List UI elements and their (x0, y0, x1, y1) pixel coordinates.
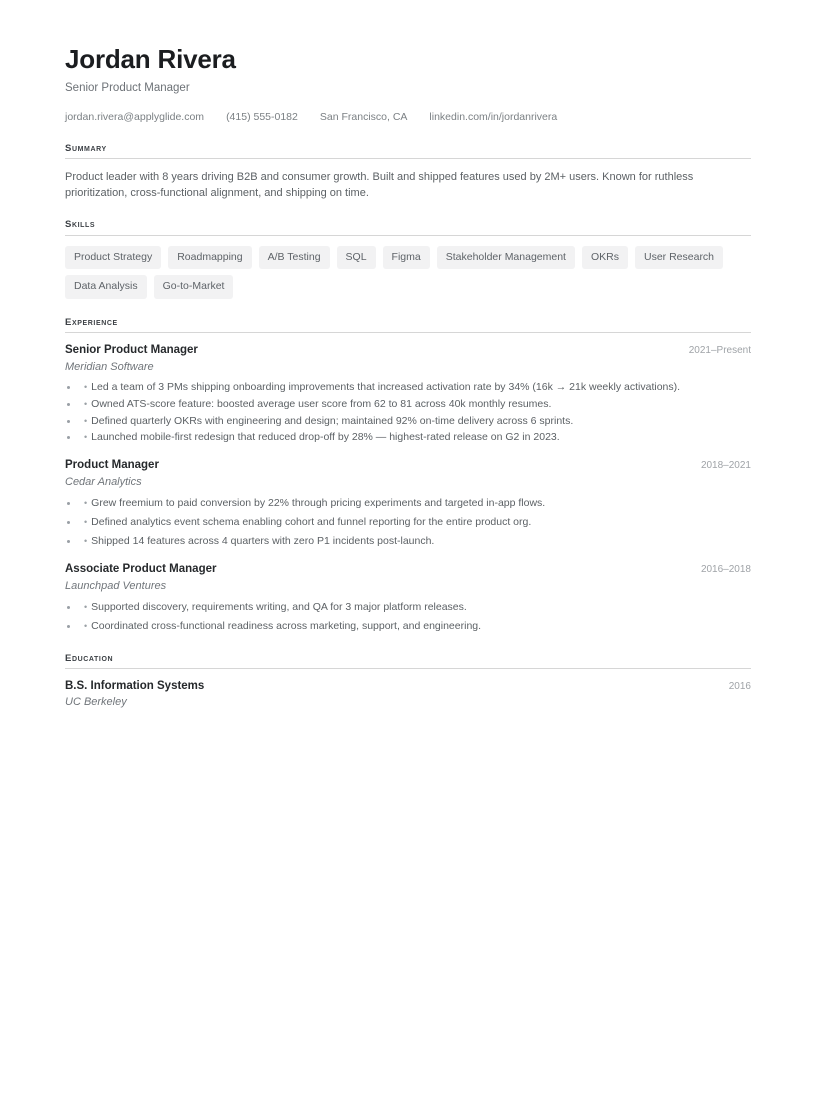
responsibility-list (65, 599, 751, 635)
skill-chip[interactable]: SQL (337, 246, 376, 270)
skills-chip-list (65, 246, 751, 299)
responsibility-item (79, 514, 751, 531)
section-title-summary: Summary (65, 142, 107, 154)
responsibility-item (79, 380, 751, 396)
responsibility-text: Owned ATS-score feature: boosted average user score from 62 to 81 across 40k monthly resumes. (91, 397, 552, 410)
responsibility-text: Defined quarterly OKRs with engineering and design; maintained 92% on-time delivery across 6 sprints. (91, 414, 574, 427)
section-skills (65, 219, 751, 298)
section-divider (65, 235, 751, 236)
responsibility-list (65, 495, 751, 550)
company-name: Cedar Analytics (65, 475, 142, 488)
resume-header (65, 45, 751, 125)
entry-dates: 2021–Present (688, 345, 751, 357)
section-summary (65, 143, 751, 202)
contact-location: San Francisco, CA (319, 110, 408, 123)
entry-header (65, 343, 751, 359)
contact-email[interactable]: jordan.rivera@applyglide.com (65, 110, 205, 123)
skill-chip[interactable]: A/B Testing (259, 246, 330, 270)
responsibility-item (79, 397, 751, 413)
responsibility-text: Led a team of 3 PMs shipping onboarding improvements that increased activation rate by 34% (16k → 21k weekly activations). (91, 381, 681, 394)
skill-chip[interactable]: Roadmapping (168, 246, 251, 270)
bullet-dot-icon: • (84, 382, 88, 393)
skill-chip[interactable]: OKRs (582, 246, 628, 270)
responsibility-item (79, 533, 751, 550)
responsibility-item (79, 618, 751, 635)
bullet-dot-icon: • (84, 432, 88, 443)
skill-chip[interactable]: Figma (383, 246, 430, 270)
contact-row (65, 110, 751, 125)
bullet-dot-icon: • (84, 536, 88, 547)
experience-entry (65, 458, 751, 550)
contact-linkedin[interactable]: linkedin.com/in/jordanrivera (429, 110, 558, 123)
responsibility-item (79, 414, 751, 430)
responsibility-list (65, 380, 751, 446)
skill-chip[interactable]: Go-to-Market (154, 275, 234, 299)
responsibility-text: Shipped 14 features across 4 quarters with zero P1 incidents post-launch. (91, 535, 435, 548)
bullet-dot-icon: • (84, 498, 88, 509)
company-name: Meridian Software (65, 360, 154, 373)
responsibility-item (79, 430, 751, 446)
section-title-skills: Skills (65, 219, 96, 231)
entry-header (65, 562, 751, 578)
section-divider (65, 332, 751, 333)
section-divider (65, 668, 751, 669)
resume-content (65, 45, 751, 712)
summary-text: Product leader with 8 years driving B2B and consumer growth. Built and shipped features used by 2M+ users. Known for ruthless prioritization, cross-functional alignment, and shipping on time. (65, 170, 694, 200)
bullet-dot-icon: • (84, 620, 88, 631)
candidate-name: Jordan Rivera (65, 44, 236, 74)
skill-chip[interactable]: Product Strategy (65, 246, 161, 270)
contact-phone[interactable]: (415) 555-0182 (226, 110, 298, 123)
bullet-dot-icon: • (84, 415, 88, 426)
section-title-experience: Experience (65, 316, 118, 328)
entry-header (65, 679, 751, 695)
skill-chip[interactable]: Data Analysis (65, 275, 147, 299)
section-title-education: Education (65, 652, 114, 664)
bullet-dot-icon: • (84, 398, 88, 409)
responsibility-item (79, 599, 751, 616)
responsibility-text: Supported discovery, requirements writing, and QA for 3 major platform releases. (91, 600, 467, 613)
entry-dates: 2016–2018 (700, 564, 751, 576)
candidate-headline: Senior Product Manager (65, 81, 190, 94)
experience-entry (65, 343, 751, 446)
entry-dates: 2016 (728, 681, 751, 693)
section-divider (65, 158, 751, 159)
job-title: Senior Product Manager (65, 344, 198, 357)
responsibility-text: Defined analytics event schema enabling cohort and funnel reporting for the entire product org. (91, 516, 532, 529)
entry-header (65, 458, 751, 474)
bullet-dot-icon: • (84, 601, 88, 612)
job-title: Product Manager (65, 459, 159, 472)
responsibility-text: Grew freemium to paid conversion by 22% through pricing experiments and targeted in-app flows. (91, 497, 546, 510)
school-name: UC Berkeley (65, 695, 127, 708)
skill-chip[interactable]: Stakeholder Management (437, 246, 575, 270)
company-name: Launchpad Ventures (65, 579, 167, 592)
job-title: Associate Product Manager (65, 563, 217, 576)
experience-entry (65, 562, 751, 635)
entry-dates: 2018–2021 (700, 460, 751, 472)
skill-chip[interactable]: User Research (635, 246, 723, 270)
degree-title: B.S. Information Systems (65, 680, 205, 693)
experience-entry-list (65, 343, 751, 635)
responsibility-item (79, 495, 751, 512)
section-education (65, 653, 751, 710)
education-entry (65, 679, 751, 710)
section-experience (65, 317, 751, 635)
bullet-dot-icon: • (84, 517, 88, 528)
education-entry-list (65, 679, 751, 710)
responsibility-text: Coordinated cross-functional readiness across marketing, support, and engineering. (91, 619, 482, 632)
responsibility-text: Launched mobile-first redesign that reduced drop-off by 28% — highest-rated release on G2 in 2023. (91, 431, 560, 444)
